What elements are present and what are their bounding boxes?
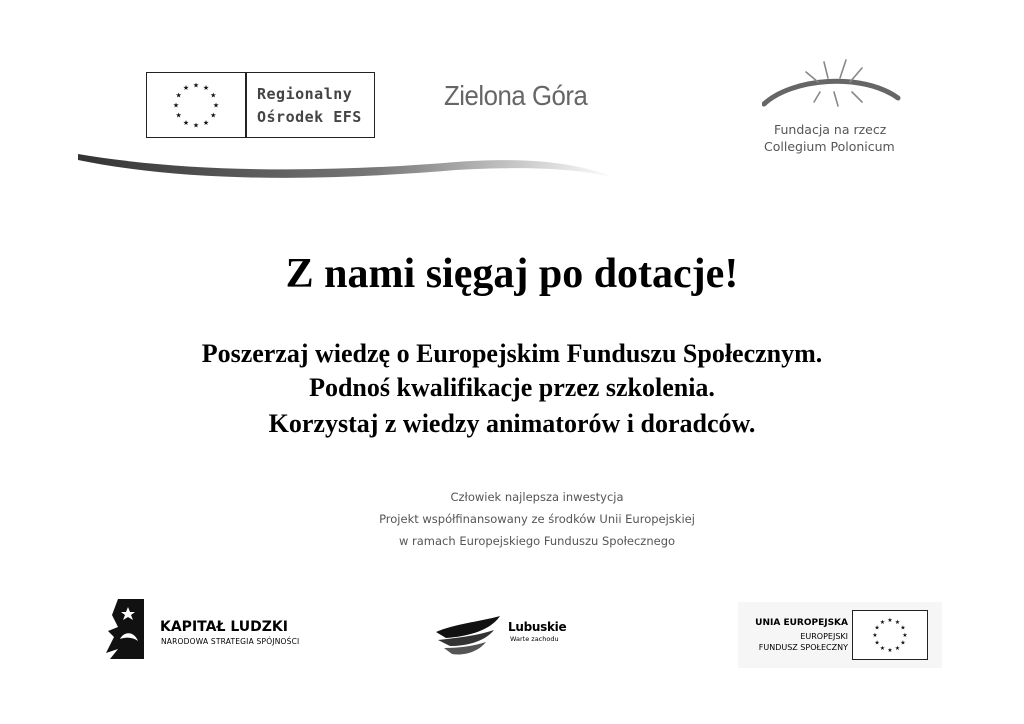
lead-line: Poszerzaj wiedzę o Europejskim Funduszu Społecznym.: [201, 339, 823, 368]
eu-star: ★: [872, 632, 878, 640]
eu-star: ★: [902, 632, 908, 640]
slogan-line: Człowiek najlepsza inwestycja: [450, 490, 624, 504]
kapital-ludzki-logo: [104, 597, 314, 661]
eu-star: ★: [192, 121, 200, 130]
eu-star: ★: [182, 84, 190, 93]
eu-star: ★: [175, 91, 182, 100]
efs-logo-line1: Regionalny: [257, 85, 353, 103]
eu-star: ★: [879, 619, 886, 627]
kapital-ludzki-title: KAPITAŁ LUDZKI: [160, 619, 288, 635]
efs-logo-line2: Ośrodek EFS: [257, 108, 362, 126]
eu-star: ★: [175, 111, 182, 120]
efs-logo-text-box: [246, 72, 375, 138]
lubuskie-wave-icon: [434, 612, 504, 658]
eu-flag-icon: [852, 610, 928, 660]
lead-line: Podnoś kwalifikacje przez szkolenia.: [309, 373, 715, 402]
cofinancing-line: Projekt współfinansowany ze środków Unii Europejskiej: [379, 512, 695, 526]
eu-star: ★: [172, 101, 180, 110]
eu-star: ★: [182, 118, 190, 127]
eu-star: ★: [894, 645, 901, 653]
eu-star: ★: [202, 118, 210, 127]
fundacja-line1: Fundacja na rzecz: [774, 122, 887, 137]
ue-subtitle-line2: FUNDUSZ SPOŁECZNY: [758, 643, 848, 652]
eu-star: ★: [212, 101, 220, 110]
eu-star: ★: [192, 81, 200, 90]
lubuskie-subtitle: Warte zachodu: [510, 635, 559, 643]
lubuskie-title: Lubuskie: [508, 620, 567, 634]
sun-rays-icon: [762, 58, 902, 120]
unia-europejska-efs-logo: [738, 602, 942, 668]
lubuskie-logo: [434, 612, 574, 658]
fundacja-collegium-polonicum-logo: [762, 58, 902, 158]
eu-star: ★: [900, 639, 906, 647]
kapital-ludzki-subtitle: NARODOWA STRATEGIA SPÓJNOŚCI: [161, 637, 300, 646]
eu-star: ★: [874, 639, 880, 647]
headline: Z nami sięgaj po dotacje!: [285, 251, 739, 297]
eu-star: ★: [210, 111, 217, 120]
cofinancing-line: w ramach Europejskiego Funduszu Społecznego: [398, 534, 676, 548]
ue-title: UNIA EUROPEJSKA: [755, 618, 848, 628]
regionalny-osrodek-efs-logo: [146, 72, 376, 138]
eu-star: ★: [874, 624, 880, 632]
eu-star: ★: [879, 645, 886, 653]
eu-star: ★: [202, 84, 210, 93]
eu-star: ★: [887, 617, 893, 625]
eu-star: ★: [894, 619, 901, 627]
kapital-ludzki-icon: [104, 597, 148, 661]
eu-star: ★: [887, 647, 893, 655]
eu-star: ★: [210, 91, 217, 100]
eu-star: ★: [900, 624, 906, 632]
city-title: Zielona Góra: [444, 80, 588, 111]
header-swoosh-decoration: [76, 148, 616, 188]
fundacja-line2: Collegium Polonicum: [764, 139, 895, 154]
lead-line: Korzystaj z wiedzy animatorów i doradców.: [268, 409, 756, 438]
ue-subtitle-line1: EUROPEJSKI: [800, 632, 848, 641]
eu-flag-icon: [146, 72, 246, 138]
